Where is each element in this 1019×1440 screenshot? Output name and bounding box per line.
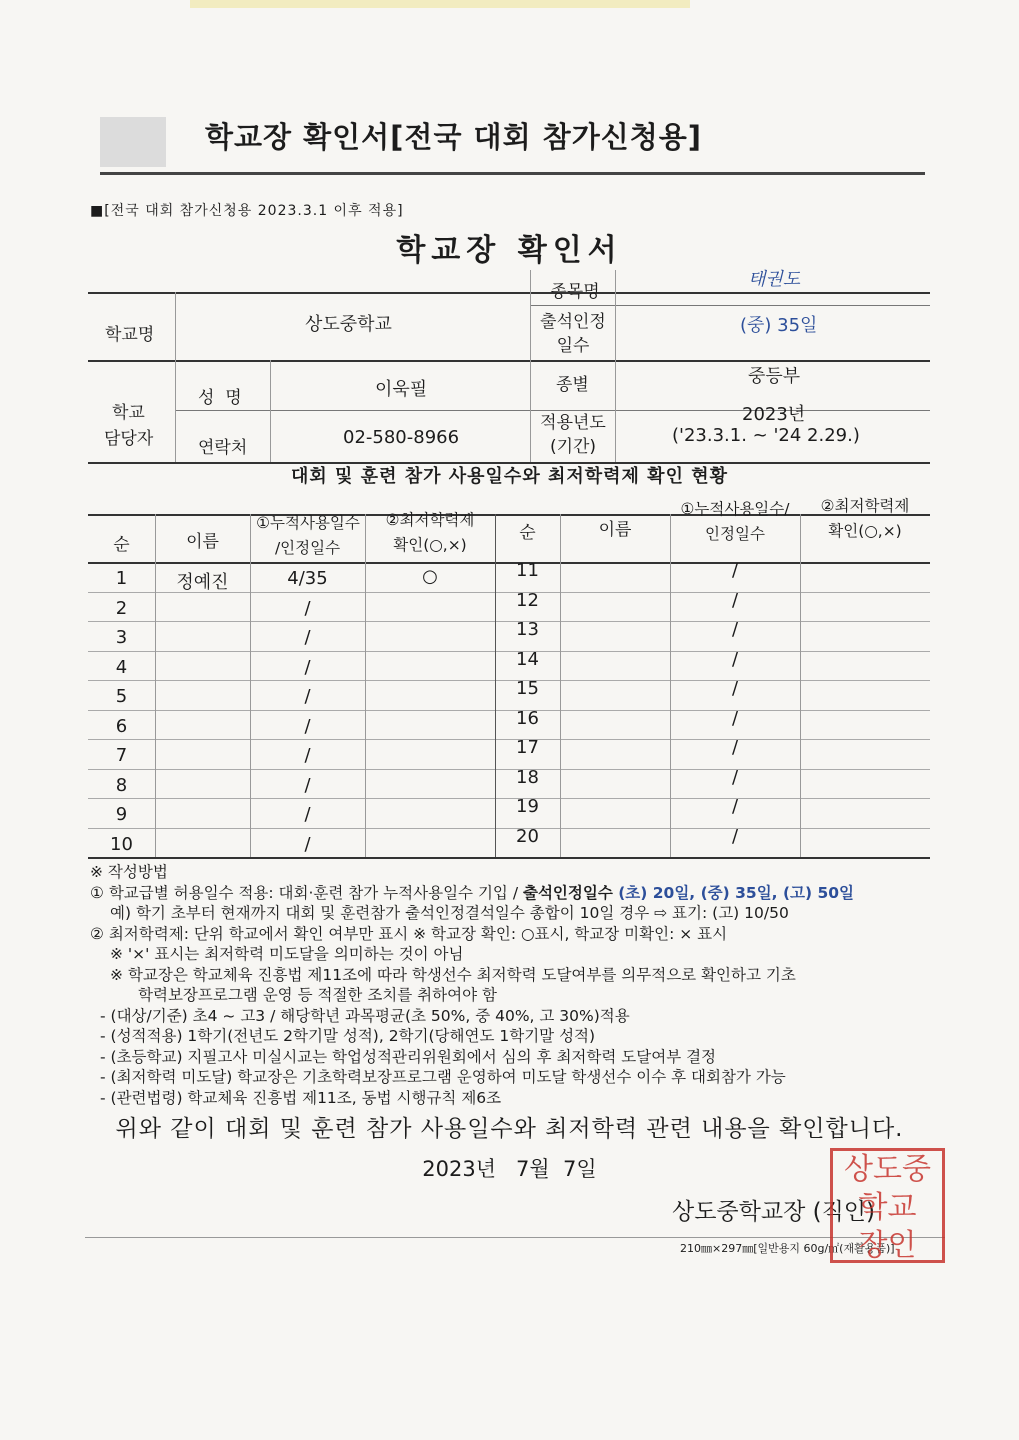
table-divider — [560, 514, 561, 857]
row-days: / — [304, 597, 311, 619]
year-label-line2: (기간) — [549, 437, 597, 457]
row-days: / — [731, 678, 739, 699]
row-number: 19 — [516, 796, 539, 817]
row-number: 9 — [115, 804, 128, 825]
row-min-check: ○ — [422, 566, 438, 587]
info-divider — [175, 292, 176, 462]
row-number: 8 — [115, 774, 128, 796]
paper-size-note: 210㎜×297㎜[일반용지 60g/㎡(재활용품)] — [680, 1242, 895, 1255]
principal-signature-line: 상도중학교장 (직인) — [672, 1199, 876, 1225]
event-label: 종목명 — [550, 282, 600, 302]
row-days: / — [731, 825, 739, 847]
row-days: / — [731, 589, 739, 611]
row-days: / — [304, 745, 311, 766]
seal-text-line: 학교 — [858, 1190, 917, 1225]
row-days: / — [731, 560, 739, 581]
notes-heading: ※ 작성방법 — [90, 863, 168, 881]
note-1-text: ① 학교급별 허용일수 적용: 대회·훈련 참가 누적사용일수 기입 / — [90, 883, 523, 902]
section-title: 대회 및 훈련 참가 사용일수와 최저학력제 확인 현황 — [290, 466, 728, 487]
row-days: / — [731, 766, 739, 788]
row-number: 14 — [516, 648, 539, 670]
manager-label-line1: 학교 — [112, 403, 145, 423]
detail-5: - (관련법령) 학교체육 진흥법 제11조, 동법 시행규칙 제6조 — [100, 1088, 502, 1107]
confirmation-statement: 위와 같이 대회 및 훈련 참가 사용일수와 최저학력 관련 내용을 확인합니다. — [115, 1116, 904, 1142]
year-label-line1: 적용년도 — [540, 413, 606, 433]
row-number: 5 — [115, 686, 128, 707]
info-line — [88, 360, 930, 362]
attendance-label-line1: 출석인정 — [540, 312, 606, 332]
division-value: 중등부 — [748, 366, 801, 387]
header-num-left: 순 — [113, 535, 130, 555]
note-2: ② 최저학력제: 단위 학교에서 확인 여부만 표시 ※ 학교장 확인: ○표시, 학교장 미확인: × 표시 — [90, 924, 728, 943]
row-days: / — [731, 619, 739, 640]
writing-instructions — [90, 862, 940, 1108]
school-name-value: 상도중학교 — [305, 314, 392, 335]
manager-label-line2: 담당자 — [104, 429, 154, 449]
attendance-value: (중) 35일 — [740, 315, 818, 336]
period-value: ('23.3.1. ~ '24 2.29.) — [672, 425, 860, 446]
info-line — [530, 305, 930, 306]
row-number: 20 — [516, 825, 539, 847]
footer-line — [85, 1237, 945, 1238]
note-1-example: 예) 학기 초부터 현재까지 대회 및 훈련참가 출석인정결석일수 총합이 10일 경우 ⇨ 표기: (고) 10/50 — [110, 904, 789, 922]
header-days-right-1: ①누적사용일수/ — [680, 500, 790, 518]
top-tape-strip — [190, 0, 690, 8]
row-days: / — [304, 656, 311, 678]
row-name: 정예진 — [176, 572, 229, 593]
row-number: 1 — [115, 568, 128, 589]
row-number: 12 — [516, 589, 539, 611]
info-divider — [270, 360, 271, 462]
header-num-right: 순 — [519, 523, 536, 543]
contact-label: 연락처 — [198, 438, 248, 458]
row-days: / — [731, 648, 739, 670]
header-name-left: 이름 — [186, 532, 219, 552]
row-number: 15 — [516, 678, 539, 699]
row-days: / — [304, 627, 311, 648]
detail-3: - (초등학교) 지필고사 미실시교는 학업성적관리위원회에서 심의 후 최저학력 도달여부 결정 — [100, 1047, 717, 1066]
note-1-bold: 출석인정일수 — [522, 883, 619, 902]
header-name-right: 이름 — [598, 520, 632, 540]
division-label: 종별 — [556, 375, 589, 395]
header-underline — [100, 172, 925, 175]
header-days-right-2: 인정일수 — [705, 525, 765, 543]
detail-2: - (성적적용) 1학기(전년도 2학기말 성적), 2학기(당해연도 1학기말 성적) — [100, 1027, 596, 1045]
issue-date: 2023년 7월 7일 — [422, 1157, 597, 1181]
manager-name-value: 이욱필 — [375, 379, 428, 400]
header-min-left-2: 확인(○,×) — [393, 536, 467, 554]
row-days: / — [304, 686, 311, 707]
row-number: 6 — [115, 715, 128, 737]
row-number: 4 — [115, 656, 128, 678]
form-note: ■[전국 대회 참가신청용 2023.3.1 이후 적용] — [90, 203, 404, 219]
header-days-left-2: /인정일수 — [274, 539, 341, 557]
row-number: 16 — [516, 707, 539, 729]
event-value: 태권도 — [748, 269, 801, 290]
table-bottom-border — [88, 857, 930, 859]
document-title: 학교장 확인서 — [396, 233, 623, 268]
seal-text-line: 장인 — [858, 1228, 917, 1263]
header-min-left-1: ②최저학력제 — [385, 511, 475, 529]
info-divider — [530, 270, 531, 462]
row-days: / — [731, 707, 739, 729]
seal-text-line: 상도중 — [844, 1152, 931, 1187]
row-number: 10 — [110, 833, 133, 855]
official-seal-stamp — [830, 1148, 945, 1263]
row-days: / — [304, 833, 311, 855]
row-number: 2 — [115, 597, 128, 619]
school-name-label: 학교명 — [105, 325, 155, 345]
contact-value: 02-580-8966 — [343, 427, 460, 448]
row-days: / — [304, 774, 311, 796]
row-days: / — [731, 737, 739, 758]
manager-name-label: 성 명 — [198, 388, 242, 408]
note-2-a: ※ '×' 표시는 최저학력 미도달을 의미하는 것이 아님 — [110, 945, 464, 963]
detail-4: - (최저학력 미도달) 학교장은 기초학력보장프로그램 운영하여 미도달 학생선수 이수 후 대회참가 가능 — [100, 1068, 786, 1086]
row-days: / — [731, 796, 739, 817]
note-1 — [90, 883, 940, 904]
row-number: 11 — [516, 560, 539, 581]
header-days-left-1: ①누적사용일수 — [256, 514, 360, 532]
info-top-border — [88, 292, 930, 294]
note-2-b: ※ 학교장은 학교체육 진흥법 제11조에 따라 학생선수 최저학력 도달여부를 의무적으로 확인하고 기초 — [110, 965, 796, 984]
header-min-right-1: ②최저학력제 — [820, 497, 910, 515]
table-divider — [155, 514, 156, 857]
row-number: 13 — [516, 619, 539, 640]
info-divider — [615, 270, 616, 462]
header-title: 학교장 확인서[전국 대회 참가신청용] — [205, 120, 703, 154]
attendance-label-line2: 일수 — [556, 336, 590, 356]
row-number: 7 — [115, 745, 128, 766]
row-days: / — [304, 804, 311, 825]
header-min-right-2: 확인(○,×) — [828, 522, 902, 540]
year-value: 2023년 — [742, 404, 806, 425]
header-grey-block — [100, 117, 166, 167]
row-number: 17 — [516, 737, 539, 758]
row-number: 18 — [516, 766, 539, 788]
table-divider — [800, 514, 801, 857]
row-number: 3 — [115, 627, 128, 648]
row-days: / — [304, 715, 311, 737]
note-2-c: 학력보장프로그램 운영 등 적절한 조치를 취하여야 함 — [138, 986, 497, 1004]
detail-1: - (대상/기준) 초4 ~ 고3 / 해당학년 과목평균(초 50%, 중 40%, 고 30%)적용 — [100, 1006, 630, 1025]
note-1-days: (초) 20일, (중) 35일, (고) 50일 — [618, 883, 855, 902]
row-days: 4/35 — [287, 568, 328, 589]
